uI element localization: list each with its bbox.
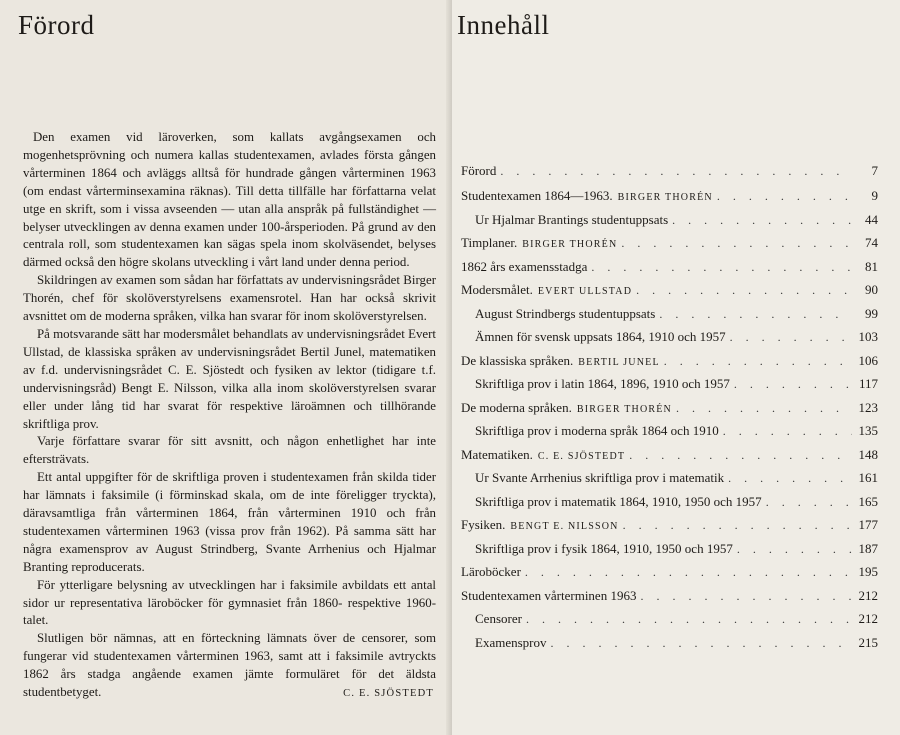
toc-entry-author: BIRGER THORÉN (617, 192, 713, 203)
toc-entry-page: 212 (858, 611, 878, 626)
toc-leader-dots (636, 283, 852, 298)
toc-leader-dots (737, 542, 852, 557)
toc-entry-page: 212 (858, 587, 878, 603)
toc-entry-page: 99 (865, 305, 878, 321)
toc-entry-page: 195 (858, 564, 878, 579)
toc-entry-title: De klassiska språken. (461, 352, 574, 368)
toc-leader-dots (629, 448, 852, 463)
toc-entry (461, 188, 878, 212)
toc-entry (461, 611, 878, 635)
toc-entry (461, 353, 878, 377)
toc-leader-dots (664, 354, 852, 369)
foreword-paragraph: Slutligen bör nämnas, att en förteckning lämnats över de censorer, som fungerar vid studentexamen vårterminen 1963, samt att i faksimile avtryckts 1862 års stadga angående examen jämte formuläret för det äldsta studentbetyget. (23, 631, 436, 700)
toc-leader-dots (672, 213, 852, 228)
toc-entry (461, 588, 878, 612)
foreword-paragraph: Skildringen av examen som sådan har författats av undervisningsrådet Birger Thorén, chef för skolöverstyrelsens examensrotel. Han har också skrivit avsnittet om de moderna språken, vilka han svarar för inom skolöverstyrelsen. (23, 273, 436, 324)
toc-entry (461, 447, 878, 471)
foreword-paragraph: Den examen vid läroverken, som kallats avgångsexamen och mogenhetsprövning och numera kallas studentexamen, avlades första gången vårterminen 1864 och avläggs alltså för hundrade gången vårterminen 1963 (om endast vårterminsexamina räknas). Till detta tillfälle har författarna velat utge en skrift, som i vissa avseenden — utan alla anspråk på fullständighet — belyser utvecklingen av denna examen under 100-årsperioden. På grund av den centrala roll, som studentexamen kan sägas spela inom skolväsendet, belyses därmed också den högre skolans utveckling i vårt land under denna period. (23, 130, 436, 270)
toc-entry-page: 117 (858, 376, 878, 391)
table-of-contents (461, 163, 878, 658)
foreword-paragraph: Varje författare svarar för sitt avsnitt, och någon enhetlighet har inte eftersträvats. (23, 434, 436, 467)
toc-leader-dots (659, 307, 852, 322)
toc-entry-page: 135 (858, 423, 878, 438)
toc-leader-dots (676, 401, 852, 416)
toc-entry (461, 212, 878, 236)
toc-leader-dots (728, 471, 852, 486)
toc-entry-title: Ur Hjalmar Brantings studentuppsats (475, 211, 669, 227)
toc-entry (461, 423, 878, 447)
foreword-body (23, 129, 436, 703)
toc-entry-title: Skriftliga prov i moderna språk 1864 och 1910 (475, 423, 719, 438)
toc-entry (461, 376, 878, 400)
toc-entry-page: 177 (858, 517, 878, 532)
toc-leader-dots (525, 565, 852, 580)
toc-entry-title: 1862 års examensstadga (461, 258, 588, 274)
toc-leader-dots (766, 495, 852, 510)
toc-entry-title: Läroböcker (461, 564, 521, 579)
toc-leader-dots (550, 636, 852, 651)
toc-entry-page: 215 (858, 634, 878, 650)
toc-entry-title: Ur Svante Arrhenius skriftliga prov i matematik (475, 470, 725, 485)
toc-entry-page: 74 (865, 235, 878, 250)
toc-leader-dots (526, 612, 852, 627)
toc-entry (461, 635, 878, 659)
toc-entry-title: Skriftliga prov i matematik 1864, 1910, 1950 och 1957 (475, 493, 762, 509)
toc-entry-page: 187 (858, 540, 878, 556)
foreword-title: Förord (18, 10, 95, 40)
toc-leader-dots (500, 164, 852, 179)
toc-entry (461, 329, 878, 353)
toc-leader-dots (717, 189, 852, 204)
foreword-paragraph: För ytterligare belysning av utvecklingen har i faksimile avbildats ett antal sidor ur representativa läroböcker för gymnasiet från 1860- respektive 1960-talet. (23, 577, 436, 628)
toc-entry-page: 148 (858, 446, 878, 462)
toc-entry-author: BIRGER THORÉN (522, 239, 618, 250)
toc-entry-author: C. E. SJÖSTEDT (537, 450, 626, 462)
toc-entry-title: De moderna språken. (461, 399, 572, 415)
foreword-paragraph: Ett antal uppgifter för de skriftliga proven i studentexamen från skilda tider har lämnats i faksimile (i förminskad skala, om de inte föreligger tryckta), däravsamtliga från vårterminen 1864, från vårterminen 1910 och från studentexamen vårterminen 1963 (vissa prov från 1962). På samma sätt har några examensprov av August Strindberg, Svante Arrhenius och Hjalmar Branting reproducerats. (23, 470, 436, 574)
toc-entry (461, 282, 878, 306)
toc-entry-author: BENGT E. NILSSON (510, 521, 619, 532)
toc-entry-page: 103 (858, 329, 878, 344)
toc-leader-dots (623, 518, 852, 533)
toc-leader-dots (621, 236, 852, 251)
toc-entry (461, 470, 878, 494)
toc-entry-page: 123 (858, 399, 878, 415)
toc-entry-author: EVERT ULLSTAD (537, 286, 633, 297)
toc-entry-page: 161 (858, 470, 878, 485)
toc-entry (461, 517, 878, 541)
toc-entry-page: 165 (858, 493, 878, 509)
toc-entry-page: 90 (865, 282, 878, 297)
toc-entry-author: BERTIL JUNEL (578, 356, 660, 368)
toc-entry-page: 106 (858, 352, 878, 368)
toc-leader-dots (723, 424, 852, 439)
toc-entry-page: 9 (871, 188, 878, 203)
toc-entry-title: Ämnen för svensk uppsats 1864, 1910 och 1957 (475, 329, 726, 344)
toc-leader-dots (640, 589, 852, 604)
toc-entry-title: Förord (461, 163, 497, 178)
toc-entry (461, 564, 878, 588)
toc-entry-title: Matematiken. (461, 446, 533, 462)
toc-entry (461, 259, 878, 283)
toc-entry-page: 81 (865, 258, 878, 274)
toc-entry-page: 7 (871, 163, 878, 178)
toc-leader-dots (730, 330, 852, 345)
toc-entry (461, 306, 878, 330)
toc-entry-page: 44 (865, 211, 878, 227)
toc-leader-dots (591, 260, 852, 275)
toc-entry-title: Fysiken. (461, 517, 506, 532)
contents-title: Innehåll (457, 10, 550, 40)
toc-entry-title: Studentexamen 1864—1963. (461, 188, 613, 203)
toc-entry (461, 235, 878, 259)
toc-entry-title: Examensprov (475, 634, 547, 650)
toc-entry (461, 163, 878, 187)
toc-entry-title: Studentexamen vårterminen 1963 (461, 587, 637, 603)
toc-leader-dots (734, 377, 852, 392)
toc-entry-title: Timplaner. (461, 235, 518, 250)
foreword-paragraph: På motsvarande sätt har modersmålet behandlats av undervisningsrådet Evert Ullstad, de klassiska språken av undervisningsrådet Bertil Junel, matematiken av f.d. undervisningsrådet C. E. Sjöstedt och fysiken av lektor (tidigare t.f. undervisningsråd) Bengt E. Nilsson, vilka alla inom skolöverstyrelsen svarar eller under lång tid har svarat för respektive läroämnen och tillhörande skriftliga prov. (23, 326, 436, 431)
toc-entry-author: BIRGER THORÉN (576, 403, 672, 415)
toc-entry (461, 541, 878, 565)
toc-entry-title: Skriftliga prov i latin 1864, 1896, 1910 och 1957 (475, 376, 730, 391)
foreword-signature: C. E. SJÖSTEDT (343, 688, 434, 699)
toc-entry (461, 400, 878, 424)
toc-entry (461, 494, 878, 518)
toc-entry-title: Modersmålet. (461, 282, 533, 297)
toc-entry-title: Censorer (475, 611, 522, 626)
toc-entry-title: Skriftliga prov i fysik 1864, 1910, 1950 och 1957 (475, 540, 733, 556)
toc-entry-title: August Strindbergs studentuppsats (475, 305, 656, 321)
